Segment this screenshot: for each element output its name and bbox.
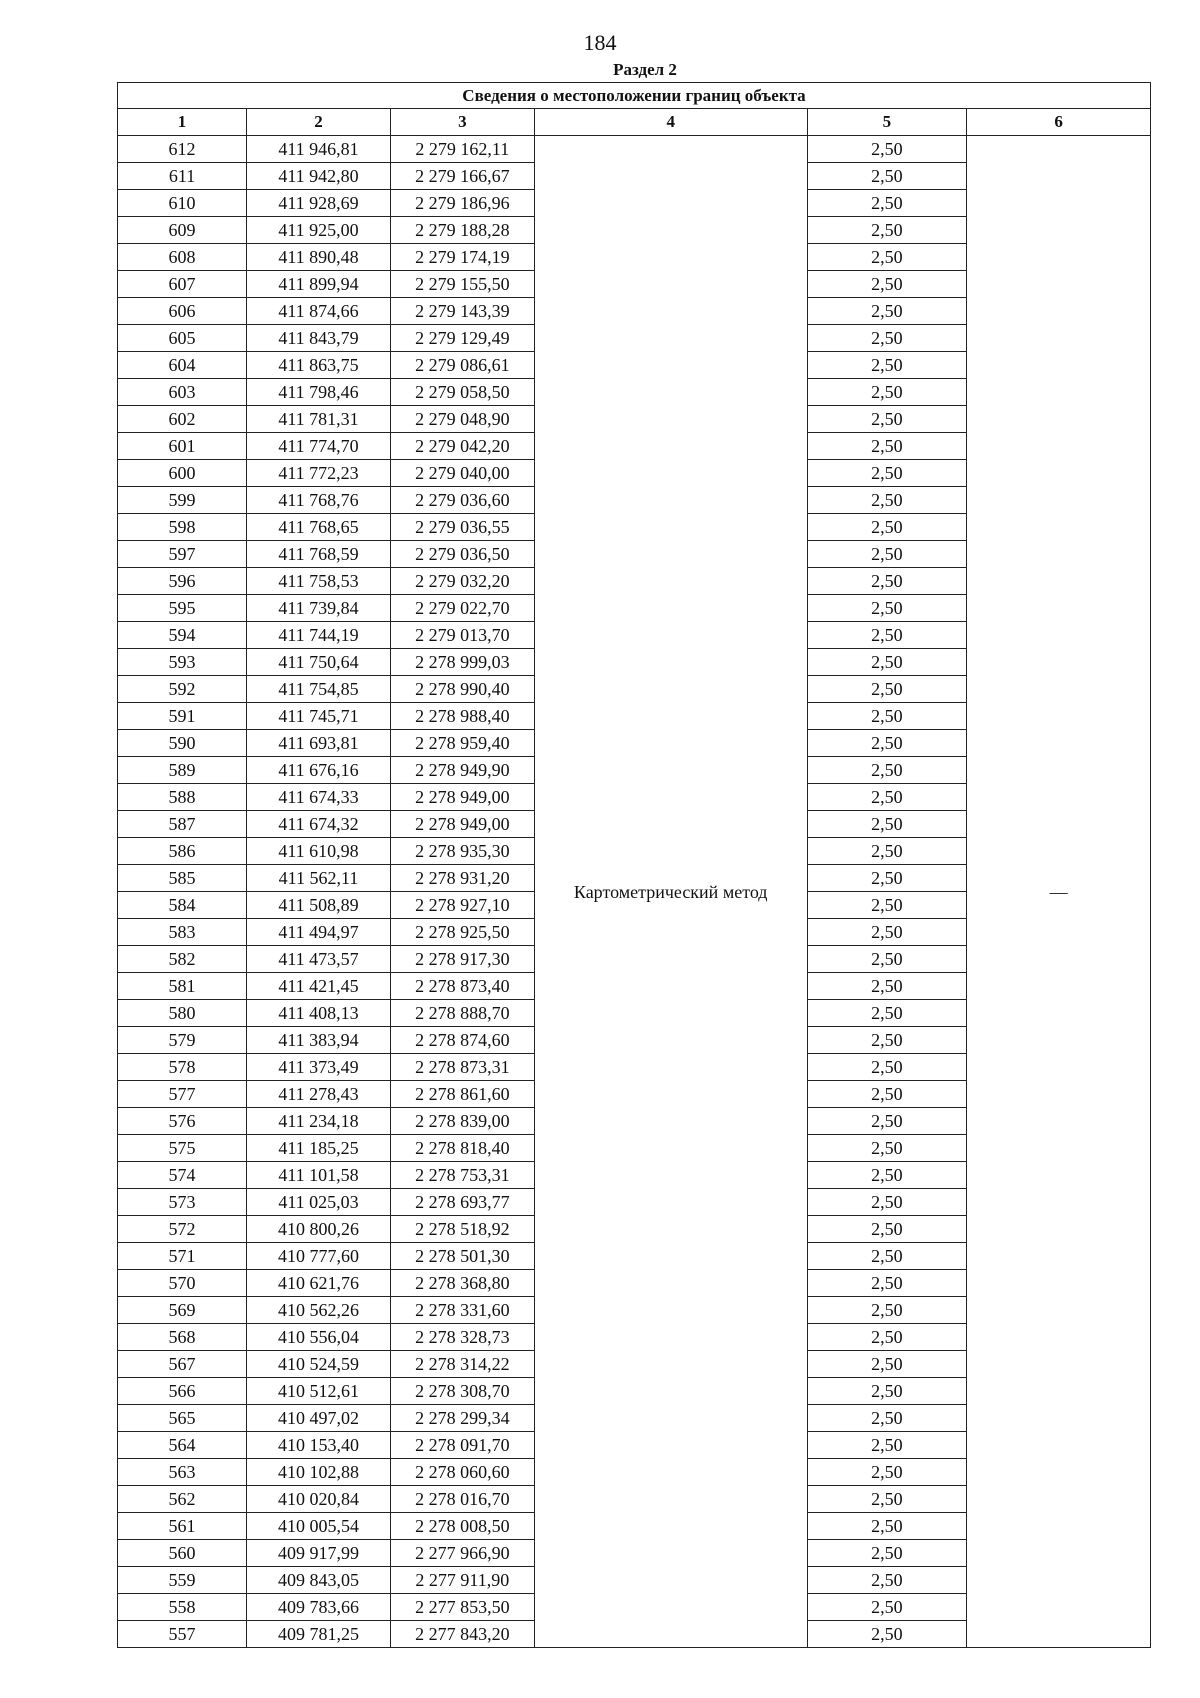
point-number-cell: 557 bbox=[118, 1621, 247, 1648]
x-coordinate-cell: 411 610,98 bbox=[247, 838, 391, 865]
y-coordinate-cell: 2 278 949,90 bbox=[390, 757, 534, 784]
x-coordinate-cell: 410 497,02 bbox=[247, 1405, 391, 1432]
y-coordinate-cell: 2 278 949,00 bbox=[390, 784, 534, 811]
point-number-cell: 594 bbox=[118, 622, 247, 649]
accuracy-cell: 2,50 bbox=[807, 1000, 967, 1027]
x-coordinate-cell: 410 020,84 bbox=[247, 1486, 391, 1513]
y-coordinate-cell: 2 278 990,40 bbox=[390, 676, 534, 703]
x-coordinate-cell: 411 508,89 bbox=[247, 892, 391, 919]
accuracy-cell: 2,50 bbox=[807, 1135, 967, 1162]
accuracy-cell: 2,50 bbox=[807, 514, 967, 541]
x-coordinate-cell: 411 494,97 bbox=[247, 919, 391, 946]
y-coordinate-cell: 2 279 058,50 bbox=[390, 379, 534, 406]
x-coordinate-cell: 411 946,81 bbox=[247, 136, 391, 163]
point-number-cell: 574 bbox=[118, 1162, 247, 1189]
y-coordinate-cell: 2 278 873,31 bbox=[390, 1054, 534, 1081]
point-number-cell: 567 bbox=[118, 1351, 247, 1378]
x-coordinate-cell: 411 676,16 bbox=[247, 757, 391, 784]
y-coordinate-cell: 2 279 155,50 bbox=[390, 271, 534, 298]
accuracy-cell: 2,50 bbox=[807, 703, 967, 730]
point-number-cell: 603 bbox=[118, 379, 247, 406]
accuracy-cell: 2,50 bbox=[807, 298, 967, 325]
accuracy-cell: 2,50 bbox=[807, 595, 967, 622]
accuracy-cell: 2,50 bbox=[807, 352, 967, 379]
point-number-cell: 571 bbox=[118, 1243, 247, 1270]
x-coordinate-cell: 411 562,11 bbox=[247, 865, 391, 892]
accuracy-cell: 2,50 bbox=[807, 946, 967, 973]
accuracy-cell: 2,50 bbox=[807, 568, 967, 595]
y-coordinate-cell: 2 277 911,90 bbox=[390, 1567, 534, 1594]
accuracy-cell: 2,50 bbox=[807, 379, 967, 406]
point-number-cell: 609 bbox=[118, 217, 247, 244]
accuracy-cell: 2,50 bbox=[807, 325, 967, 352]
y-coordinate-cell: 2 278 873,40 bbox=[390, 973, 534, 1000]
y-coordinate-cell: 2 278 818,40 bbox=[390, 1135, 534, 1162]
x-coordinate-cell: 410 512,61 bbox=[247, 1378, 391, 1405]
x-coordinate-cell: 411 373,49 bbox=[247, 1054, 391, 1081]
x-coordinate-cell: 409 781,25 bbox=[247, 1621, 391, 1648]
accuracy-cell: 2,50 bbox=[807, 892, 967, 919]
point-number-cell: 576 bbox=[118, 1108, 247, 1135]
point-number-cell: 584 bbox=[118, 892, 247, 919]
y-coordinate-cell: 2 279 188,28 bbox=[390, 217, 534, 244]
x-coordinate-cell: 411 843,79 bbox=[247, 325, 391, 352]
accuracy-cell: 2,50 bbox=[807, 757, 967, 784]
y-coordinate-cell: 2 279 162,11 bbox=[390, 136, 534, 163]
y-coordinate-cell: 2 279 032,20 bbox=[390, 568, 534, 595]
accuracy-cell: 2,50 bbox=[807, 1189, 967, 1216]
accuracy-cell: 2,50 bbox=[807, 1459, 967, 1486]
point-number-cell: 558 bbox=[118, 1594, 247, 1621]
y-coordinate-cell: 2 278 060,60 bbox=[390, 1459, 534, 1486]
accuracy-cell: 2,50 bbox=[807, 1513, 967, 1540]
point-number-cell: 572 bbox=[118, 1216, 247, 1243]
x-coordinate-cell: 410 005,54 bbox=[247, 1513, 391, 1540]
point-number-cell: 592 bbox=[118, 676, 247, 703]
accuracy-cell: 2,50 bbox=[807, 541, 967, 568]
accuracy-cell: 2,50 bbox=[807, 406, 967, 433]
y-coordinate-cell: 2 278 927,10 bbox=[390, 892, 534, 919]
point-number-cell: 607 bbox=[118, 271, 247, 298]
point-number-cell: 562 bbox=[118, 1486, 247, 1513]
y-coordinate-cell: 2 278 331,60 bbox=[390, 1297, 534, 1324]
point-number-cell: 577 bbox=[118, 1081, 247, 1108]
x-coordinate-cell: 411 744,19 bbox=[247, 622, 391, 649]
y-coordinate-cell: 2 277 966,90 bbox=[390, 1540, 534, 1567]
x-coordinate-cell: 411 025,03 bbox=[247, 1189, 391, 1216]
point-number-cell: 602 bbox=[118, 406, 247, 433]
x-coordinate-cell: 411 278,43 bbox=[247, 1081, 391, 1108]
x-coordinate-cell: 410 524,59 bbox=[247, 1351, 391, 1378]
x-coordinate-cell: 411 739,84 bbox=[247, 595, 391, 622]
y-coordinate-cell: 2 279 186,96 bbox=[390, 190, 534, 217]
x-coordinate-cell: 411 768,59 bbox=[247, 541, 391, 568]
y-coordinate-cell: 2 278 091,70 bbox=[390, 1432, 534, 1459]
section-title: Раздел 2 bbox=[613, 60, 677, 79]
point-number-cell: 595 bbox=[118, 595, 247, 622]
y-coordinate-cell: 2 278 988,40 bbox=[390, 703, 534, 730]
point-number-cell: 611 bbox=[118, 163, 247, 190]
x-coordinate-cell: 410 621,76 bbox=[247, 1270, 391, 1297]
y-coordinate-cell: 2 279 036,60 bbox=[390, 487, 534, 514]
accuracy-cell: 2,50 bbox=[807, 487, 967, 514]
accuracy-cell: 2,50 bbox=[807, 1324, 967, 1351]
accuracy-cell: 2,50 bbox=[807, 811, 967, 838]
y-coordinate-cell: 2 278 016,70 bbox=[390, 1486, 534, 1513]
x-coordinate-cell: 411 408,13 bbox=[247, 1000, 391, 1027]
x-coordinate-cell: 411 928,69 bbox=[247, 190, 391, 217]
table-row bbox=[118, 136, 1151, 163]
y-coordinate-cell: 2 278 008,50 bbox=[390, 1513, 534, 1540]
point-number-cell: 585 bbox=[118, 865, 247, 892]
x-coordinate-cell: 411 890,48 bbox=[247, 244, 391, 271]
accuracy-cell: 2,50 bbox=[807, 838, 967, 865]
point-number-cell: 600 bbox=[118, 460, 247, 487]
accuracy-cell: 2,50 bbox=[807, 1216, 967, 1243]
point-number-cell: 568 bbox=[118, 1324, 247, 1351]
accuracy-cell: 2,50 bbox=[807, 1405, 967, 1432]
y-coordinate-cell: 2 278 693,77 bbox=[390, 1189, 534, 1216]
y-coordinate-cell: 2 277 853,50 bbox=[390, 1594, 534, 1621]
point-number-cell: 596 bbox=[118, 568, 247, 595]
accuracy-cell: 2,50 bbox=[807, 1351, 967, 1378]
y-coordinate-cell: 2 279 036,50 bbox=[390, 541, 534, 568]
y-coordinate-cell: 2 279 048,90 bbox=[390, 406, 534, 433]
x-coordinate-cell: 411 674,33 bbox=[247, 784, 391, 811]
point-number-cell: 575 bbox=[118, 1135, 247, 1162]
x-coordinate-cell: 409 917,99 bbox=[247, 1540, 391, 1567]
point-number-cell: 564 bbox=[118, 1432, 247, 1459]
accuracy-cell: 2,50 bbox=[807, 1567, 967, 1594]
point-number-cell: 565 bbox=[118, 1405, 247, 1432]
y-coordinate-cell: 2 278 861,60 bbox=[390, 1081, 534, 1108]
accuracy-cell: 2,50 bbox=[807, 865, 967, 892]
accuracy-cell: 2,50 bbox=[807, 1108, 967, 1135]
x-coordinate-cell: 411 899,94 bbox=[247, 271, 391, 298]
x-coordinate-cell: 409 783,66 bbox=[247, 1594, 391, 1621]
x-coordinate-cell: 411 874,66 bbox=[247, 298, 391, 325]
y-coordinate-cell: 2 278 314,22 bbox=[390, 1351, 534, 1378]
y-coordinate-cell: 2 278 874,60 bbox=[390, 1027, 534, 1054]
x-coordinate-cell: 410 777,60 bbox=[247, 1243, 391, 1270]
accuracy-cell: 2,50 bbox=[807, 622, 967, 649]
x-coordinate-cell: 411 774,70 bbox=[247, 433, 391, 460]
x-coordinate-cell: 410 153,40 bbox=[247, 1432, 391, 1459]
x-coordinate-cell: 411 754,85 bbox=[247, 676, 391, 703]
column-number: 6 bbox=[967, 109, 1151, 136]
y-coordinate-cell: 2 278 299,34 bbox=[390, 1405, 534, 1432]
point-number-cell: 593 bbox=[118, 649, 247, 676]
accuracy-cell: 2,50 bbox=[807, 136, 967, 163]
column-number: 2 bbox=[247, 109, 391, 136]
y-coordinate-cell: 2 278 917,30 bbox=[390, 946, 534, 973]
point-number-cell: 598 bbox=[118, 514, 247, 541]
x-coordinate-cell: 411 421,45 bbox=[247, 973, 391, 1000]
page-number: 184 bbox=[583, 30, 617, 55]
table-caption: Сведения о местоположении границ объекта bbox=[118, 83, 1151, 109]
point-number-cell: 597 bbox=[118, 541, 247, 568]
accuracy-cell: 2,50 bbox=[807, 676, 967, 703]
accuracy-cell: 2,50 bbox=[807, 1297, 967, 1324]
accuracy-cell: 2,50 bbox=[807, 244, 967, 271]
point-number-cell: 588 bbox=[118, 784, 247, 811]
point-number-cell: 583 bbox=[118, 919, 247, 946]
accuracy-cell: 2,50 bbox=[807, 190, 967, 217]
y-coordinate-cell: 2 278 949,00 bbox=[390, 811, 534, 838]
x-coordinate-cell: 411 768,65 bbox=[247, 514, 391, 541]
accuracy-cell: 2,50 bbox=[807, 730, 967, 757]
point-number-cell: 601 bbox=[118, 433, 247, 460]
description-cell: — bbox=[967, 136, 1151, 1648]
point-number-cell: 563 bbox=[118, 1459, 247, 1486]
point-number-cell: 570 bbox=[118, 1270, 247, 1297]
x-coordinate-cell: 411 745,71 bbox=[247, 703, 391, 730]
point-number-cell: 591 bbox=[118, 703, 247, 730]
boundary-table bbox=[117, 82, 1151, 1648]
y-coordinate-cell: 2 279 013,70 bbox=[390, 622, 534, 649]
point-number-cell: 582 bbox=[118, 946, 247, 973]
point-number-cell: 573 bbox=[118, 1189, 247, 1216]
accuracy-cell: 2,50 bbox=[807, 1486, 967, 1513]
point-number-cell: 590 bbox=[118, 730, 247, 757]
point-number-cell: 569 bbox=[118, 1297, 247, 1324]
point-number-cell: 561 bbox=[118, 1513, 247, 1540]
accuracy-cell: 2,50 bbox=[807, 163, 967, 190]
x-coordinate-cell: 409 843,05 bbox=[247, 1567, 391, 1594]
y-coordinate-cell: 2 278 308,70 bbox=[390, 1378, 534, 1405]
point-number-cell: 606 bbox=[118, 298, 247, 325]
x-coordinate-cell: 411 863,75 bbox=[247, 352, 391, 379]
point-number-cell: 581 bbox=[118, 973, 247, 1000]
x-coordinate-cell: 410 102,88 bbox=[247, 1459, 391, 1486]
y-coordinate-cell: 2 278 368,80 bbox=[390, 1270, 534, 1297]
point-number-cell: 604 bbox=[118, 352, 247, 379]
accuracy-cell: 2,50 bbox=[807, 1081, 967, 1108]
x-coordinate-cell: 411 798,46 bbox=[247, 379, 391, 406]
point-number-cell: 586 bbox=[118, 838, 247, 865]
accuracy-cell: 2,50 bbox=[807, 1594, 967, 1621]
point-number-cell: 589 bbox=[118, 757, 247, 784]
y-coordinate-cell: 2 279 143,39 bbox=[390, 298, 534, 325]
accuracy-cell: 2,50 bbox=[807, 919, 967, 946]
x-coordinate-cell: 411 942,80 bbox=[247, 163, 391, 190]
y-coordinate-cell: 2 278 839,00 bbox=[390, 1108, 534, 1135]
y-coordinate-cell: 2 279 086,61 bbox=[390, 352, 534, 379]
y-coordinate-cell: 2 278 753,31 bbox=[390, 1162, 534, 1189]
y-coordinate-cell: 2 278 328,73 bbox=[390, 1324, 534, 1351]
accuracy-cell: 2,50 bbox=[807, 460, 967, 487]
accuracy-cell: 2,50 bbox=[807, 1621, 967, 1648]
accuracy-cell: 2,50 bbox=[807, 973, 967, 1000]
accuracy-cell: 2,50 bbox=[807, 649, 967, 676]
x-coordinate-cell: 411 781,31 bbox=[247, 406, 391, 433]
accuracy-cell: 2,50 bbox=[807, 1162, 967, 1189]
x-coordinate-cell: 411 925,00 bbox=[247, 217, 391, 244]
x-coordinate-cell: 411 758,53 bbox=[247, 568, 391, 595]
x-coordinate-cell: 410 800,26 bbox=[247, 1216, 391, 1243]
point-number-cell: 605 bbox=[118, 325, 247, 352]
y-coordinate-cell: 2 278 925,50 bbox=[390, 919, 534, 946]
x-coordinate-cell: 411 768,76 bbox=[247, 487, 391, 514]
y-coordinate-cell: 2 278 501,30 bbox=[390, 1243, 534, 1270]
y-coordinate-cell: 2 279 129,49 bbox=[390, 325, 534, 352]
y-coordinate-cell: 2 279 040,00 bbox=[390, 460, 534, 487]
y-coordinate-cell: 2 278 935,30 bbox=[390, 838, 534, 865]
x-coordinate-cell: 411 383,94 bbox=[247, 1027, 391, 1054]
y-coordinate-cell: 2 279 022,70 bbox=[390, 595, 534, 622]
column-number: 5 bbox=[807, 109, 967, 136]
x-coordinate-cell: 411 473,57 bbox=[247, 946, 391, 973]
accuracy-cell: 2,50 bbox=[807, 1027, 967, 1054]
y-coordinate-cell: 2 278 931,20 bbox=[390, 865, 534, 892]
column-number-row bbox=[118, 109, 1151, 136]
y-coordinate-cell: 2 279 166,67 bbox=[390, 163, 534, 190]
point-number-cell: 580 bbox=[118, 1000, 247, 1027]
x-coordinate-cell: 411 185,25 bbox=[247, 1135, 391, 1162]
x-coordinate-cell: 410 556,04 bbox=[247, 1324, 391, 1351]
x-coordinate-cell: 411 693,81 bbox=[247, 730, 391, 757]
x-coordinate-cell: 411 101,58 bbox=[247, 1162, 391, 1189]
y-coordinate-cell: 2 278 518,92 bbox=[390, 1216, 534, 1243]
x-coordinate-cell: 411 750,64 bbox=[247, 649, 391, 676]
point-number-cell: 579 bbox=[118, 1027, 247, 1054]
x-coordinate-cell: 410 562,26 bbox=[247, 1297, 391, 1324]
y-coordinate-cell: 2 279 036,55 bbox=[390, 514, 534, 541]
point-number-cell: 566 bbox=[118, 1378, 247, 1405]
point-number-cell: 612 bbox=[118, 136, 247, 163]
x-coordinate-cell: 411 674,32 bbox=[247, 811, 391, 838]
accuracy-cell: 2,50 bbox=[807, 1432, 967, 1459]
accuracy-cell: 2,50 bbox=[807, 1054, 967, 1081]
accuracy-cell: 2,50 bbox=[807, 1243, 967, 1270]
y-coordinate-cell: 2 277 843,20 bbox=[390, 1621, 534, 1648]
accuracy-cell: 2,50 bbox=[807, 271, 967, 298]
column-number: 4 bbox=[534, 109, 807, 136]
point-number-cell: 560 bbox=[118, 1540, 247, 1567]
point-number-cell: 599 bbox=[118, 487, 247, 514]
point-number-cell: 587 bbox=[118, 811, 247, 838]
point-number-cell: 608 bbox=[118, 244, 247, 271]
column-number: 1 bbox=[118, 109, 247, 136]
method-cell: Картометрический метод bbox=[534, 136, 807, 1648]
point-number-cell: 578 bbox=[118, 1054, 247, 1081]
y-coordinate-cell: 2 278 888,70 bbox=[390, 1000, 534, 1027]
y-coordinate-cell: 2 279 042,20 bbox=[390, 433, 534, 460]
y-coordinate-cell: 2 278 959,40 bbox=[390, 730, 534, 757]
accuracy-cell: 2,50 bbox=[807, 217, 967, 244]
point-number-cell: 559 bbox=[118, 1567, 247, 1594]
x-coordinate-cell: 411 772,23 bbox=[247, 460, 391, 487]
y-coordinate-cell: 2 279 174,19 bbox=[390, 244, 534, 271]
point-number-cell: 610 bbox=[118, 190, 247, 217]
accuracy-cell: 2,50 bbox=[807, 784, 967, 811]
column-number: 3 bbox=[390, 109, 534, 136]
accuracy-cell: 2,50 bbox=[807, 1540, 967, 1567]
y-coordinate-cell: 2 278 999,03 bbox=[390, 649, 534, 676]
accuracy-cell: 2,50 bbox=[807, 1378, 967, 1405]
accuracy-cell: 2,50 bbox=[807, 433, 967, 460]
x-coordinate-cell: 411 234,18 bbox=[247, 1108, 391, 1135]
table-body bbox=[118, 136, 1151, 1648]
accuracy-cell: 2,50 bbox=[807, 1270, 967, 1297]
